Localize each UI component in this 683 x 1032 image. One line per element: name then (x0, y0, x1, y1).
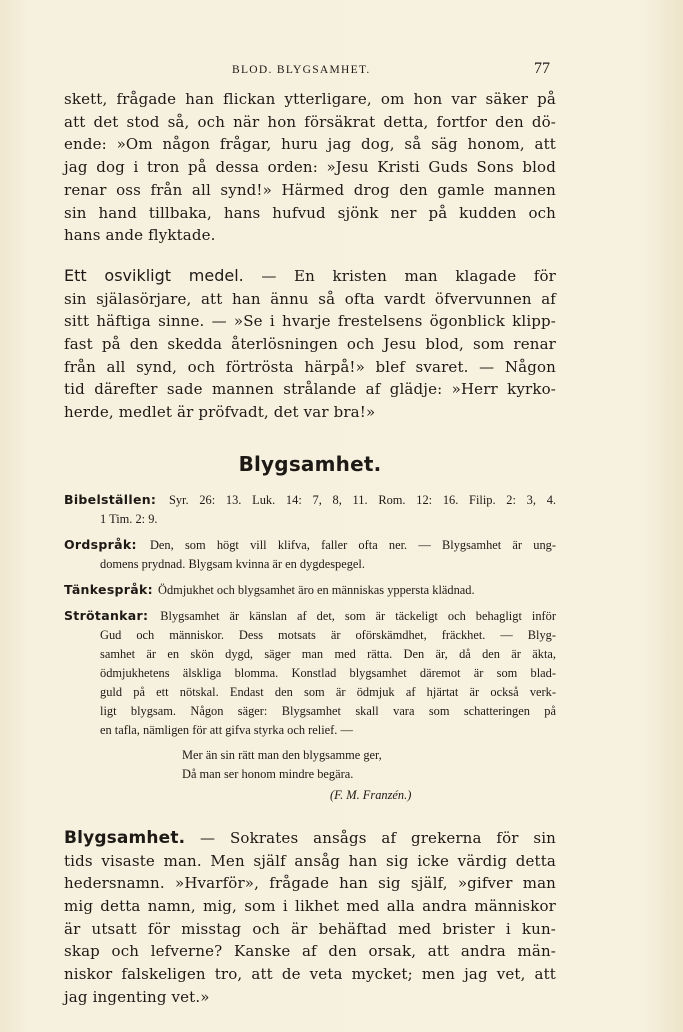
verse-line: Mer än sin rätt man den blygsamme ger, (182, 747, 382, 762)
strotankar-block (64, 606, 556, 740)
bibelstallen-block (64, 490, 556, 529)
text-line: guld på ett nötskal. Endast den som är ödmjuk af hjärtat är också verk- (100, 684, 556, 699)
text-line: mig detta namn, mig, som i likhet med alla andra människor (64, 896, 556, 915)
text-line: renar oss från all synd!» Härmed drog den gamle mannen (64, 180, 556, 199)
text-line: niskor falskeligen tro, att de veta mycket; men jag vet, att (64, 965, 556, 984)
text-line (64, 580, 556, 600)
text-line: jag dog i tron på dessa orden: »Jesu Kristi Guds Sons blod (64, 158, 556, 177)
text-line: sin själasörjare, att han ännu så ofta vardt öfvervunnen af (64, 289, 556, 308)
page-body (64, 88, 556, 1008)
text-fragment: Blygsamhet är känslan af det, som är täckeligt och behagligt inför (160, 608, 556, 623)
text-line (64, 265, 556, 288)
ordsprak-block (64, 535, 556, 574)
text-line: domens prydnad. Blygsam kvinna är en dygdespegel. (100, 556, 365, 571)
text-line: herde, medlet är pröfvadt, det var bra!» (64, 403, 376, 422)
verse-signature: (F. M. Franzén.) (330, 787, 412, 802)
running-title: BLOD. BLYGSAMHET. (232, 64, 371, 76)
text-line (64, 535, 556, 555)
text-line: jag ingenting vet.» (64, 987, 210, 1006)
verse-quote (182, 746, 556, 805)
text-fragment: Ödmjukhet och blygsamhet äro en människas yppersta klädnad. (158, 582, 475, 597)
text-line: ödmjukhetens älskliga blomma. Konstlad blygsamhet däremot är som blad- (100, 665, 556, 680)
text-line: hedersnamn. »Hvarför», frågade han sig själf, »gifver man (64, 874, 556, 893)
text-line: att det stod så, och när hon försäkrat detta, fortfor den dö- (64, 112, 556, 131)
text-line: fast på den skedda återlösningen och Jesu blod, som renar (64, 335, 556, 354)
text-line: tids visaste man. Men själf ansåg han sig icke värdig detta (64, 851, 556, 870)
page-number: 77 (534, 60, 550, 77)
text-line (64, 606, 556, 626)
text-line: Gud och människor. Dess motsats är oförskämdhet, fräckhet. — Blyg- (100, 627, 556, 642)
text-line: en tafla, nämligen för att gifva styrka och relief. — (100, 722, 353, 737)
text-fragment: Den, som högt vill klifva, faller ofta ner. — Blygsamhet är ung- (149, 537, 556, 552)
text-line: är utsatt för misstag och är behäftad med brister i kun- (64, 919, 556, 938)
page-header (64, 60, 556, 80)
text-line: skap och lefverne? Kanske af den orsak, att andra män- (64, 942, 556, 961)
paragraph-continuation (64, 88, 556, 247)
block-label: Tänkespråk: (64, 581, 153, 597)
block-label: Ordspråk: (64, 536, 137, 552)
block-label: Bibelställen: (64, 491, 157, 507)
text-line (64, 827, 556, 850)
text-line (64, 490, 556, 510)
text-line: tid därefter sade mannen strålande af glädje: »Herr kyrko- (64, 380, 556, 399)
paragraph-blygsamhet-sokrates (64, 827, 556, 1009)
paragraph-ett-osvikligt-medel (64, 265, 556, 424)
text-fragment: — Sokrates ansågs af grekerna för sin (200, 828, 556, 847)
text-line: skett, frågade han flickan ytterligare, om hon var säker på (64, 90, 556, 108)
text-line: hans ande flyktade. (64, 226, 216, 245)
text-line: sitt häftiga sinne. — »Se i hvarje frestelsens ögonblick klipp- (64, 312, 556, 331)
text-line: ligt blygsam. Någon säger: Blygsamhet skall vara som schatteringen på (100, 703, 556, 718)
text-fragment: — En kristen man klagade för (261, 266, 556, 285)
text-fragment: Syr. 26: 13. Luk. 14: 7, 8, 11. Rom. 12: 16. Filip. 2: 3, 4. (168, 492, 556, 507)
section-title: Blygsamhet. (238, 451, 382, 476)
verse-line: Då man ser honom mindre begära. (182, 766, 354, 781)
text-line: ende: »Om någon frågar, huru jag dog, så säg honom, att (64, 135, 556, 154)
block-label: Strötankar: (64, 607, 149, 623)
text-line: samhet är en skön dygd, säger man med rätta. Den är, då den är äkta, (100, 646, 556, 661)
tankesprak-block (64, 580, 556, 600)
text-line: 1 Tim. 2: 9. (100, 511, 158, 526)
paragraph-lead: Ett osvikligt medel. (64, 265, 244, 285)
paragraph-lead: Blygsamhet. (64, 827, 186, 848)
text-line: sin hand tillbaka, hans hufvud sjönk ner på kudden och (64, 203, 556, 222)
text-line: från all synd, och förtrösta härpå!» blef svaret. — Någon (64, 357, 556, 376)
